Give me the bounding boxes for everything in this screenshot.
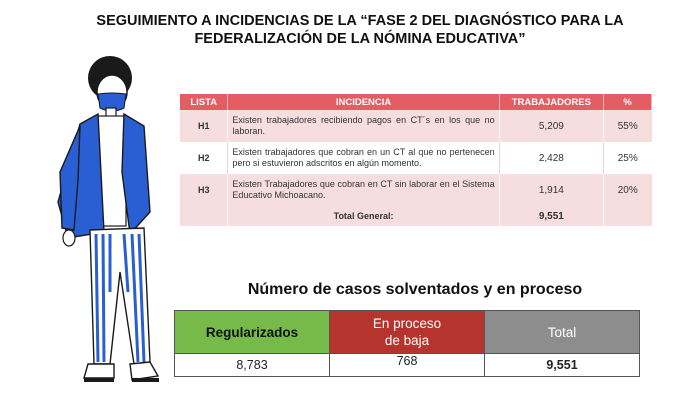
table-row (180, 174, 652, 206)
value-en-proceso: 768 (330, 354, 485, 377)
value-total: 9,551 (485, 354, 640, 377)
header-lista: LISTA (180, 94, 228, 110)
header-en-proceso (330, 311, 485, 354)
table-header-row (180, 94, 652, 110)
cell-lista: H2 (180, 142, 228, 174)
header-incidencia: INCIDENCIA (228, 94, 499, 110)
table-row (180, 110, 652, 142)
cell-lista: H3 (180, 174, 228, 206)
cell-pct: 55% (604, 110, 652, 142)
table-row (180, 142, 652, 174)
cell-trabajadores: 5,209 (499, 110, 603, 142)
page-title (60, 12, 660, 48)
header-en-proceso-line-1: En proceso (372, 316, 442, 331)
header-pct: % (604, 94, 652, 110)
cell-lista: H1 (180, 110, 228, 142)
header-total: Total (485, 311, 640, 354)
casos-header-row (175, 311, 640, 354)
cell-empty (604, 206, 652, 226)
casos-table (174, 310, 640, 377)
page-title-line-1: SEGUIMIENTO A INCIDENCIAS DE LA “FASE 2 DEL DIAGNÓSTICO PARA LA (96, 13, 624, 29)
cell-trabajadores: 1,914 (499, 174, 603, 206)
cell-empty (180, 206, 228, 226)
cell-incidencia: Existen trabajadores que cobran en un CT al que no pertenecen pero si estuvieron adscritos en algún momento. (228, 142, 499, 174)
value-regularizados: 8,783 (175, 354, 330, 377)
header-en-proceso-line-2: de baja (384, 333, 430, 348)
casos-title: Número de casos solventados y en proceso (247, 281, 583, 298)
cell-incidencia: Existen trabajadores recibiendo pagos en CT´s en los que no laboran. (228, 110, 499, 142)
cell-trabajadores: 2,428 (499, 142, 603, 174)
casos-values-row (175, 354, 640, 377)
total-row (180, 206, 652, 226)
cell-pct: 25% (604, 142, 652, 174)
total-label: Total General: (228, 206, 499, 226)
total-value: 9,551 (499, 206, 603, 226)
header-trabajadores: TRABAJADORES (499, 94, 603, 110)
page-title-line-2: FEDERALIZACIÓN DE LA NÓMINA EDUCATIVA” (194, 31, 526, 47)
cell-pct: 20% (604, 174, 652, 206)
incidencias-table (180, 94, 652, 226)
header-regularizados: Regularizados (175, 311, 330, 354)
person-illustration (38, 52, 178, 402)
cell-incidencia: Existen Trabajadores que cobran en CT sin laborar en el Sistema Educativo Michoacano. (228, 174, 499, 206)
